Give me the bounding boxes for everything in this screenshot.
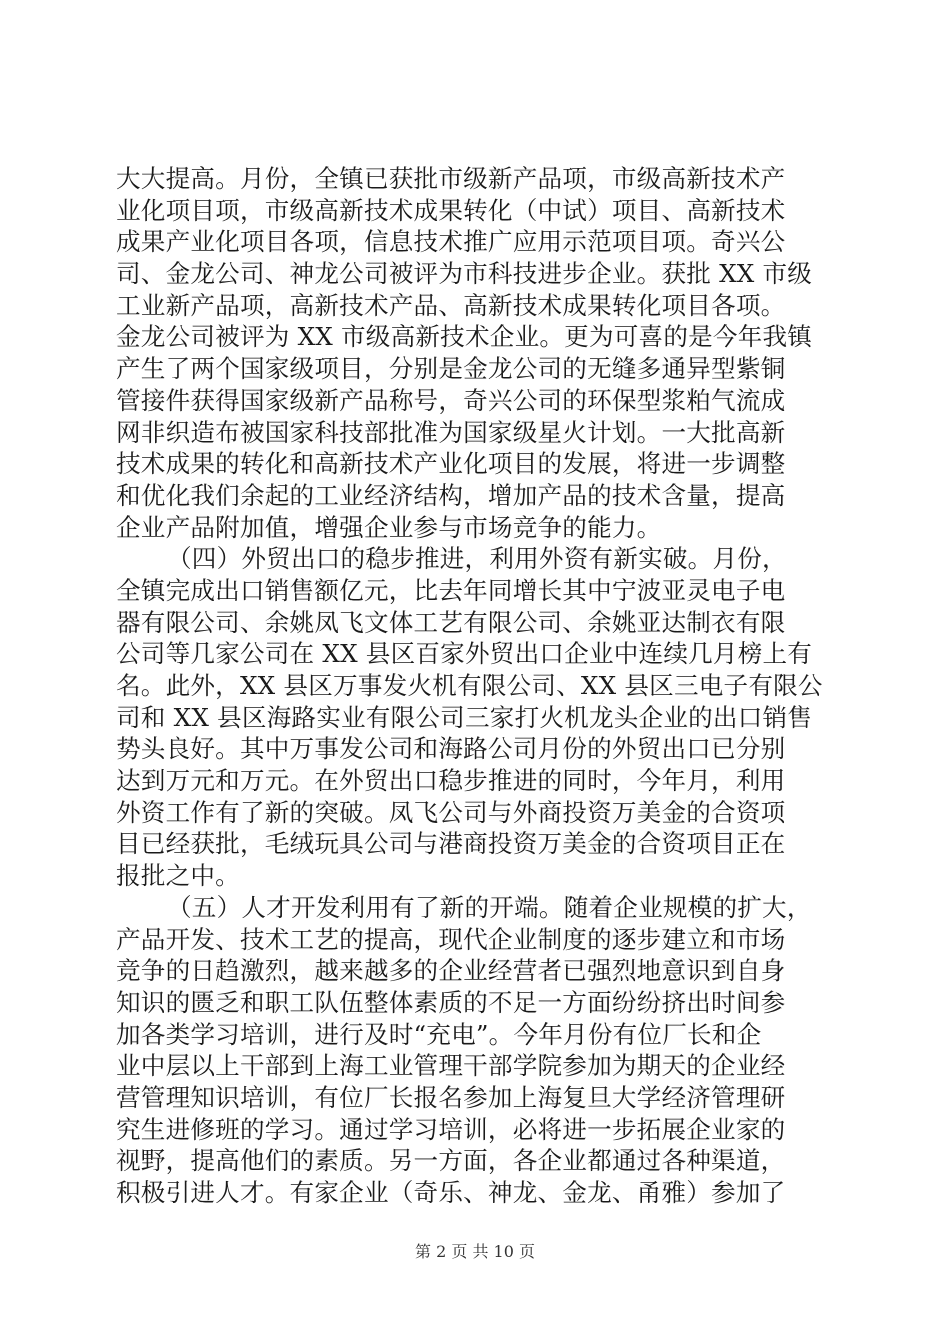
text-line: 成果产业化项目各项，信息技术推广应用示范项目项。奇兴公 — [116, 227, 786, 257]
text-line: 究生进修班的学习。通过学习培训，必将进一步拓展企业家的 — [116, 1114, 786, 1144]
text-line: 积极引进人才。有家企业（奇乐、神龙、金龙、甬雅）参加了 — [116, 1178, 786, 1207]
text-line: 业化项目项，市级高新技术成果转化（中试）项目、高新技术 — [116, 195, 786, 225]
text-line: 目已经获批，毛绒玩具公司与港商投资万美金的合资项目正在 — [116, 829, 786, 859]
text-line: 竞争的日趋激烈，越来越多的企业经营者已强烈地意识到自身 — [116, 956, 786, 986]
paragraph-start-line: （五）人才开发利用有了新的开端。随着企业规模的扩大， — [167, 892, 812, 922]
text-line: 工业新产品项，高新技术产品、高新技术成果转化项目各项。 — [116, 290, 786, 320]
text-line: 加各类学习培训，进行及时“充电”。今年月份有位厂长和企 — [116, 1019, 762, 1049]
text-line: 产品开发、技术工艺的提高，现代企业制度的逐步建立和市场 — [116, 924, 786, 954]
text-line: 产生了两个国家级项目，分别是金龙公司的无缝多通异型紫铜 — [116, 354, 786, 384]
text-line: 司和 XX 县区海路实业有限公司三家打火机龙头企业的出口销售 — [116, 702, 813, 732]
text-line: 器有限公司、余姚凤飞文体工艺有限公司、余姚亚达制衣有限 — [116, 607, 786, 637]
text-line: 金龙公司被评为 XX 市级高新技术企业。更为可喜的是今年我镇 — [116, 322, 813, 352]
text-line: 视野，提高他们的素质。另一方面，各企业都通过各种渠道， — [116, 1146, 786, 1176]
text-line: 名。此外，XX 县区万事发火机有限公司、XX 县区三电子有限公 — [116, 671, 823, 700]
text-line: 和优化我们余起的工业经济结构，增加产品的技术含量，提高 — [116, 480, 786, 510]
text-line: 技术成果的转化和高新技术产业化项目的发展，将进一步调整 — [116, 449, 786, 479]
paragraph-start-line: （四）外贸出口的稳步推进，利用外资有新实破。月份， — [167, 544, 787, 574]
text-line: 知识的匮乏和职工队伍整体素质的不足一方面纷纷挤出时间参 — [116, 987, 786, 1017]
text-line: 达到万元和万元。在外贸出口稳步推进的同时，今年月，利用 — [116, 766, 786, 796]
text-line: 势头良好。其中万事发公司和海路公司月份的外贸出口已分别 — [116, 734, 786, 764]
body-text — [116, 163, 846, 1209]
text-line: 业中层以上干部到上海工业管理干部学院参加为期天的企业经 — [116, 1051, 786, 1081]
text-line: 营管理知识培训，有位厂长报名参加上海复旦大学经济管理研 — [116, 1082, 786, 1112]
text-line: 大大提高。月份，全镇已获批市级新产品项，市级高新技术产 — [116, 164, 786, 193]
text-line: 报批之中。 — [116, 861, 240, 891]
text-line: 外资工作有了新的突破。凤飞公司与外商投资万美金的合资项 — [116, 797, 786, 827]
text-line: 全镇完成出口销售额亿元，比去年同增长其中宁波亚灵电子电 — [116, 575, 786, 605]
text-line: 企业产品附加值，增强企业参与市场竞争的能力。 — [116, 512, 662, 542]
text-line: 管接件获得国家级新产品称号，奇兴公司的环保型浆粕气流成 — [116, 385, 786, 415]
text-line: 司、金龙公司、神龙公司被评为市科技进步企业。获批 XX 市级 — [116, 259, 813, 289]
text-line: 公司等几家公司在 XX 县区百家外贸出口企业中连续几月榜上有 — [116, 639, 813, 669]
text-line: 网非织造布被国家科技部批准为国家级星火计划。一大批高新 — [116, 417, 786, 447]
page-number-footer: 第 2 页 共 10 页 — [415, 1242, 535, 1261]
